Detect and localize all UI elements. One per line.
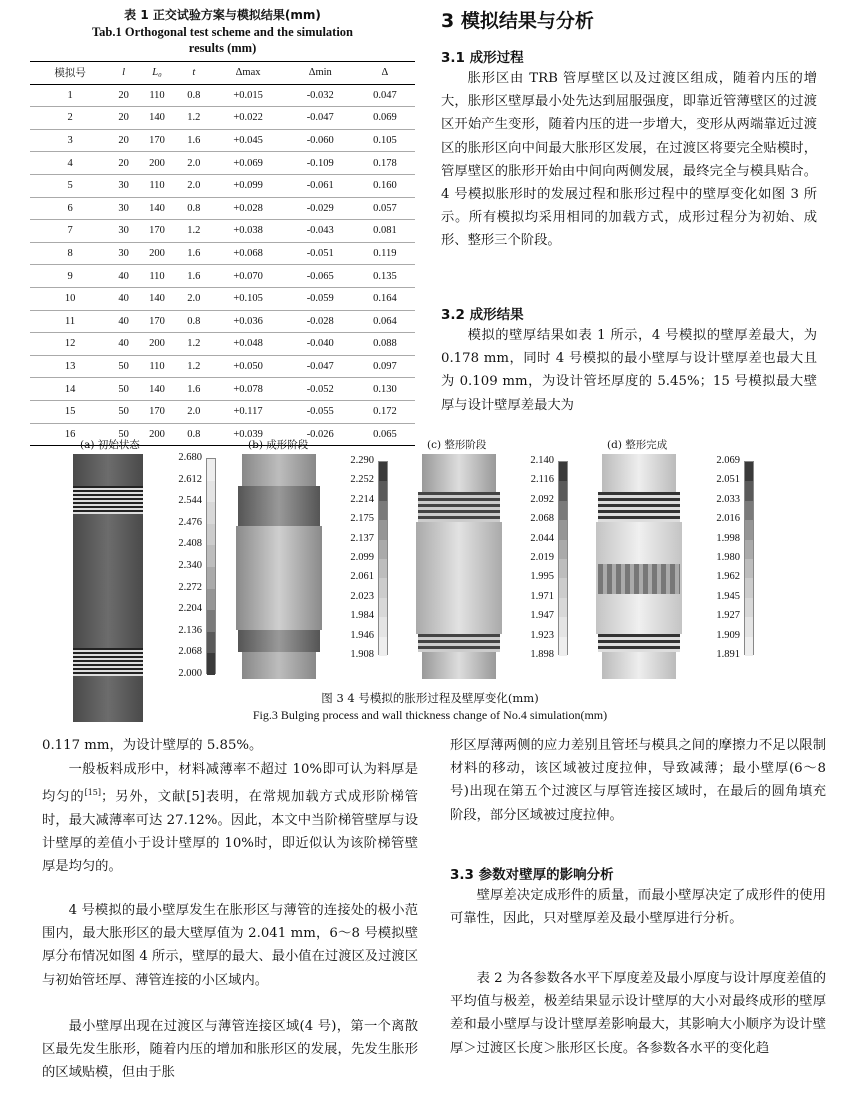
table-cell: -0.061 xyxy=(286,174,355,197)
color-scale-label: 1.995 xyxy=(530,571,554,583)
table-cell: 13 xyxy=(30,355,110,378)
color-scale-swatch xyxy=(745,617,753,636)
table-cell: -0.043 xyxy=(286,220,355,243)
table-cell: +0.022 xyxy=(210,107,285,130)
table-row xyxy=(30,287,415,310)
table-cell: +0.048 xyxy=(210,333,285,356)
table-cell: 0.8 xyxy=(177,84,210,107)
color-scale-label: 2.137 xyxy=(350,532,374,544)
table-header-row xyxy=(30,62,415,85)
color-scale-label: 2.116 xyxy=(530,474,554,486)
table-cell: 0.8 xyxy=(177,197,210,220)
col-header-delta: Δ xyxy=(355,62,415,85)
table-cell: 40 xyxy=(110,310,137,333)
table-cell: 110 xyxy=(137,174,177,197)
table-cell: +0.045 xyxy=(210,129,285,152)
left-para-2a: 一般板料成形中，材料减薄率不超过 10%即可认为料厚是均匀的 xyxy=(42,762,418,805)
color-scale-label: 1.908 xyxy=(350,649,374,660)
table-cell: 140 xyxy=(137,197,177,220)
table-cell: 140 xyxy=(137,107,177,130)
color-scale-swatch xyxy=(379,501,387,520)
left-para-4: 最小壁厚出现在过渡区与薄管连接区域(4 号)，第一个离散区最先发生胀形，随着内压的增加和胀形区的发展，先发生胀形的区域贴模，但由于胀 xyxy=(42,1019,418,1081)
tube-initial-state xyxy=(73,454,143,722)
color-scale-bar xyxy=(558,461,568,655)
section-3-2-text: 模拟的壁厚结果如表 1 所示，4 号模拟的壁厚差最大，为 0.178 mm，同时 4 号模拟的最小壁厚与设计壁厚差也最大且为 0.109 mm，为设计管坯厚度的 5.45%；15 号模拟最大壁厚与设计壁厚差最大为 xyxy=(441,328,817,413)
color-scale-swatch xyxy=(559,520,567,539)
table-cell: -0.032 xyxy=(286,84,355,107)
table-cell: +0.068 xyxy=(210,242,285,265)
color-scale-label: 1.962 xyxy=(716,571,740,583)
table-cell: 0.065 xyxy=(355,423,415,446)
table-cell: 20 xyxy=(110,152,137,175)
table-row xyxy=(30,310,415,333)
color-scale-swatch xyxy=(745,598,753,617)
color-scale-swatch xyxy=(379,520,387,539)
table-cell: 4 xyxy=(30,152,110,175)
table-row xyxy=(30,220,415,243)
table-cell: 0.064 xyxy=(355,310,415,333)
color-scale-label: 2.136 xyxy=(178,624,202,636)
table-cell: 30 xyxy=(110,174,137,197)
table-cell: -0.026 xyxy=(286,423,355,446)
color-scale-label: 2.408 xyxy=(178,538,202,550)
section-3-1-title: 3.1 成形过程 xyxy=(441,50,524,66)
tube-forming-stage xyxy=(236,454,322,679)
table-cell: 1.2 xyxy=(177,220,210,243)
tube-a-bottom-bands xyxy=(73,648,143,676)
table-cell: -0.047 xyxy=(286,355,355,378)
color-scale-label: 2.099 xyxy=(350,552,374,563)
table-cell: +0.015 xyxy=(210,84,285,107)
table-cell: 2.0 xyxy=(177,152,210,175)
color-scale-bar xyxy=(378,461,388,655)
table-cell: 40 xyxy=(110,333,137,356)
table-cell: -0.055 xyxy=(286,400,355,423)
panel-b-label: (b) 成形阶段 xyxy=(248,439,309,451)
table-cell: 200 xyxy=(137,242,177,265)
color-scale-label: 1.898 xyxy=(530,649,554,660)
table-cell: 3 xyxy=(30,129,110,152)
table-cell: +0.038 xyxy=(210,220,285,243)
color-scale-swatch xyxy=(379,481,387,500)
color-scale-label: 1.946 xyxy=(350,629,374,641)
table-cell: 0.178 xyxy=(355,152,415,175)
reference-15: [15] xyxy=(84,788,102,798)
color-scale-swatch xyxy=(745,559,753,578)
color-scale-label: 2.214 xyxy=(350,493,374,505)
table-row xyxy=(30,400,415,423)
table-cell: 20 xyxy=(110,84,137,107)
color-scale-label: 2.023 xyxy=(350,590,374,602)
color-scale-label: 2.204 xyxy=(178,603,202,615)
table-cell: 2.0 xyxy=(177,287,210,310)
table-cell: 0.130 xyxy=(355,378,415,401)
table-cell: 50 xyxy=(110,355,137,378)
color-scale-label: 2.019 xyxy=(530,552,554,563)
table-cell: 110 xyxy=(137,265,177,288)
color-scale-label: 2.068 xyxy=(530,513,554,525)
color-scale-label: 2.016 xyxy=(716,513,740,525)
table-row xyxy=(30,333,415,356)
color-scale-swatch xyxy=(559,462,567,481)
table-cell: +0.050 xyxy=(210,355,285,378)
table-cell: 1.2 xyxy=(177,107,210,130)
color-scale-label: 2.476 xyxy=(178,516,202,528)
color-scale-label: 1.923 xyxy=(530,629,554,641)
color-scale-swatch xyxy=(379,462,387,481)
right-para-2: 壁厚差决定成形件的质量，而最小壁厚决定了成形件的使用可靠性，因此，只对壁厚差及最小壁厚进行分析。 xyxy=(450,888,826,927)
color-scale-swatch xyxy=(207,653,215,675)
color-scale-swatch xyxy=(745,462,753,481)
table-cell: 50 xyxy=(110,423,137,446)
table-cell: 1.6 xyxy=(177,378,210,401)
section-3-3-title: 3.3 参数对壁厚的影响分析 xyxy=(450,867,614,883)
table-cell: 10 xyxy=(30,287,110,310)
table-cell: 40 xyxy=(110,287,137,310)
color-scale-label: 1.971 xyxy=(530,590,554,602)
table-cell: 0.088 xyxy=(355,333,415,356)
color-scale-label: 2.092 xyxy=(530,493,554,505)
color-scale-swatch xyxy=(207,502,215,524)
table-cell: 140 xyxy=(137,378,177,401)
section-3-2-title: 3.2 成形结果 xyxy=(441,307,524,323)
table-cell: 200 xyxy=(137,423,177,446)
color-scale-swatch xyxy=(207,545,215,567)
color-scale-swatch xyxy=(207,610,215,632)
color-scale-swatch xyxy=(207,632,215,654)
tube-shaping-complete xyxy=(596,454,682,679)
col-header-delta-max: Δmax xyxy=(210,62,285,85)
table-cell: 1.6 xyxy=(177,129,210,152)
left-para-2b: ；另外，文献[5]表明，在常规加载方式成形阶梯管时，最大减薄率可达 27.12%。因此，本文中当阶梯管壁厚与设计壁厚的差值小于设计壁厚的 10%时，即近似认为该阶梯管壁厚是均匀的。 xyxy=(42,789,418,875)
table-cell: -0.065 xyxy=(286,265,355,288)
table-cell: 0.164 xyxy=(355,287,415,310)
table-cell: +0.117 xyxy=(210,400,285,423)
table-cell: +0.039 xyxy=(210,423,285,446)
left-para-1: 0.117 mm，为设计壁厚的 5.85%。 xyxy=(42,738,263,753)
table-cell: +0.099 xyxy=(210,174,285,197)
color-scale-label: 2.680 xyxy=(178,452,202,463)
table-row xyxy=(30,265,415,288)
color-scale-swatch xyxy=(207,567,215,589)
table-cell: +0.036 xyxy=(210,310,285,333)
table-row xyxy=(30,355,415,378)
color-scale-swatch xyxy=(207,481,215,503)
table-cell: 1.2 xyxy=(177,333,210,356)
table-cell: -0.052 xyxy=(286,378,355,401)
table-cell: 200 xyxy=(137,152,177,175)
color-scale-swatch xyxy=(559,559,567,578)
table-cell: 30 xyxy=(110,242,137,265)
right-para-1: 形区厚薄两侧的应力差别且管坯与模具之间的摩擦力不足以限制材料的移动，该区域被过度拉伸，导致减薄；最小壁厚(6～8 号)出现在第五个过渡区与厚管连接区域时，在最后的圆角填充阶段，部分区域被过度拉伸。 xyxy=(450,738,826,823)
color-scale-label: 1.927 xyxy=(716,610,740,622)
color-scale-label: 1.945 xyxy=(716,590,740,602)
table-cell: 5 xyxy=(30,174,110,197)
table-row xyxy=(30,242,415,265)
color-scale-label: 2.544 xyxy=(178,495,202,507)
table-cell: 1.6 xyxy=(177,242,210,265)
panel-a-label: (a) 初始状态 xyxy=(80,439,140,451)
color-scale-label: 2.000 xyxy=(178,668,202,679)
table-cell: 16 xyxy=(30,423,110,446)
panel-c-label: (c) 整形阶段 xyxy=(427,439,487,451)
col-header-l: l xyxy=(110,62,137,85)
table-cell: 0.119 xyxy=(355,242,415,265)
table-cell: 14 xyxy=(30,378,110,401)
table-cell: 50 xyxy=(110,378,137,401)
color-scale-swatch xyxy=(379,559,387,578)
table-cell: 0.047 xyxy=(355,84,415,107)
color-scale-label: 2.140 xyxy=(530,455,554,466)
color-scale-label: 1.947 xyxy=(530,610,554,622)
color-scale-label: 1.980 xyxy=(716,552,740,563)
right-para-3: 表 2 为各参数各水平下厚度差及最小厚度与设计厚度差值的平均值与极差，极差结果显示设计壁厚的大小对最终成形的壁厚差和最小壁厚与设计壁厚差影响最大，其影响大小顺序为设计壁厚＞过渡区长度＞胀形区长度。各参数各水平的变化趋 xyxy=(450,971,826,1056)
table-cell: 30 xyxy=(110,220,137,243)
figure-3 xyxy=(0,436,860,728)
figure-caption-en: Fig.3 Bulging process and wall thickness change of No.4 simulation(mm) xyxy=(252,708,608,722)
color-scale-label: 2.175 xyxy=(350,513,374,525)
table-cell: -0.040 xyxy=(286,333,355,356)
table-cell: 1.6 xyxy=(177,265,210,288)
table-cell: -0.047 xyxy=(286,107,355,130)
table-cell: 2.0 xyxy=(177,400,210,423)
color-scale-swatch xyxy=(379,598,387,617)
table-cell: 9 xyxy=(30,265,110,288)
color-scale-swatch xyxy=(745,501,753,520)
table-cell: 110 xyxy=(137,355,177,378)
color-scale-label: 2.068 xyxy=(178,646,202,658)
color-scale-swatch xyxy=(745,520,753,539)
color-scale-label: 2.272 xyxy=(178,581,202,593)
table-cell: +0.105 xyxy=(210,287,285,310)
color-scale-swatch xyxy=(379,637,387,656)
table-cell: 20 xyxy=(110,107,137,130)
table-cell: 0.8 xyxy=(177,423,210,446)
table-cell: 8 xyxy=(30,242,110,265)
color-scale-swatch xyxy=(559,501,567,520)
table-row xyxy=(30,129,415,152)
color-scale-swatch xyxy=(379,540,387,559)
table-cell: 0.8 xyxy=(177,310,210,333)
table-row xyxy=(30,84,415,107)
table-cell: 140 xyxy=(137,287,177,310)
table-cell: +0.070 xyxy=(210,265,285,288)
color-scale-swatch xyxy=(559,481,567,500)
color-scale-swatch xyxy=(559,617,567,636)
table-cell: -0.109 xyxy=(286,152,355,175)
left-para-2 xyxy=(42,758,418,878)
table-cell: 110 xyxy=(137,84,177,107)
table-cell: 2.0 xyxy=(177,174,210,197)
table-cell: 40 xyxy=(110,265,137,288)
table-cell: 0.081 xyxy=(355,220,415,243)
col-header-t: t xyxy=(177,62,210,85)
table-cell: 0.105 xyxy=(355,129,415,152)
table-cell: 50 xyxy=(110,400,137,423)
color-scale-swatch xyxy=(207,589,215,611)
color-scale-swatch xyxy=(559,598,567,617)
color-scale-swatch xyxy=(745,637,753,656)
table-cell: -0.028 xyxy=(286,310,355,333)
table-cell: 0.057 xyxy=(355,197,415,220)
color-scale-swatch xyxy=(559,637,567,656)
table-row xyxy=(30,174,415,197)
color-scale-swatch xyxy=(745,540,753,559)
table-cell: 1.2 xyxy=(177,355,210,378)
table-cell: 170 xyxy=(137,220,177,243)
table-caption-en-line2: results (mm) xyxy=(188,41,257,55)
table-cell: 170 xyxy=(137,310,177,333)
table-cell: 1 xyxy=(30,84,110,107)
table-cell: 0.135 xyxy=(355,265,415,288)
table-cell: 6 xyxy=(30,197,110,220)
color-scale-label: 2.340 xyxy=(178,560,202,571)
table-cell: 15 xyxy=(30,400,110,423)
color-scale-label: 1.891 xyxy=(716,649,740,660)
table-cell: 170 xyxy=(137,400,177,423)
col-header-L0: L₀ xyxy=(137,62,177,85)
table-cell: 30 xyxy=(110,197,137,220)
tube-a-top-bands xyxy=(73,486,143,514)
table-cell: -0.060 xyxy=(286,129,355,152)
color-scale-label: 1.998 xyxy=(716,532,740,544)
color-scale-label: 2.051 xyxy=(716,474,740,486)
table-cell: +0.078 xyxy=(210,378,285,401)
table-row xyxy=(30,197,415,220)
color-scale-label: 2.612 xyxy=(178,473,202,485)
color-scale-swatch xyxy=(379,578,387,597)
table-cell: 0.160 xyxy=(355,174,415,197)
table-cell: +0.028 xyxy=(210,197,285,220)
panel-d-label: (d) 整形完成 xyxy=(607,439,668,451)
color-scale-label: 2.061 xyxy=(350,571,374,583)
table-cell: 12 xyxy=(30,333,110,356)
table-cell: 11 xyxy=(30,310,110,333)
color-scale-bar xyxy=(206,458,216,674)
color-scale-bar xyxy=(744,461,754,655)
table-cell: -0.059 xyxy=(286,287,355,310)
table-cell: -0.029 xyxy=(286,197,355,220)
table-cell: -0.051 xyxy=(286,242,355,265)
color-scale-label: 2.290 xyxy=(350,455,374,466)
orthogonal-test-table xyxy=(30,61,415,446)
table-cell: 7 xyxy=(30,220,110,243)
tube-shaping-stage xyxy=(416,454,502,679)
color-scale-swatch xyxy=(745,578,753,597)
color-scale-swatch xyxy=(207,459,215,481)
section-3-1-text: 胀形区由 TRB 管厚壁区以及过渡区组成，随着内压的增大，胀形区壁厚最小处先达到屈服强度，即靠近管薄壁区的过渡区开始产生变形，随着内压的进一步增大，变形从两端靠近过渡区的胀形区向中间最大胀形区发展，在过渡区将要完全贴模时，管厚壁区的胀形开始由中间向两侧发展，最终完全与模具贴合。4 号模拟胀形时的发展过程和胀形过程中的壁厚变化如图 3 所示。所有模拟均采用相同的加载方式，成形过程分为初始、成形、整形三个阶段。 xyxy=(441,71,817,249)
table-row xyxy=(30,152,415,175)
color-scale-swatch xyxy=(745,481,753,500)
table-row xyxy=(30,107,415,130)
table-caption-en-line1: Tab.1 Orthogonal test scheme and the simulation xyxy=(91,25,354,39)
table-cell: 20 xyxy=(110,129,137,152)
col-header-sim-no: 模拟号 xyxy=(30,62,110,85)
table-cell: 200 xyxy=(137,333,177,356)
col-header-delta-min: Δmin xyxy=(286,62,355,85)
color-scale-label: 2.033 xyxy=(716,493,740,505)
table-row xyxy=(30,378,415,401)
table-caption-cn: 表 1 正交试验方案与模拟结果(mm) xyxy=(124,8,321,22)
color-scale-label: 2.252 xyxy=(350,474,374,486)
color-scale-swatch xyxy=(559,578,567,597)
color-scale-swatch xyxy=(559,540,567,559)
table-cell: 2 xyxy=(30,107,110,130)
color-scale-label: 2.044 xyxy=(530,532,554,544)
figure-caption-cn: 图 3 4 号模拟的胀形过程及壁厚变化(mm) xyxy=(321,691,539,705)
section-3-title: 3 模拟结果与分析 xyxy=(441,10,594,32)
table-cell: 0.172 xyxy=(355,400,415,423)
table-cell: 0.069 xyxy=(355,107,415,130)
color-scale-label: 1.909 xyxy=(716,629,740,641)
left-para-3: 4 号模拟的最小壁厚发生在胀形区与薄管的连接处的极小范围内，最大胀形区的最大壁厚值为 2.041 mm，6～8 号模拟壁厚分布情况如图 4 所示，壁厚的最大、最小值在过渡区及过渡区与初始管坯厚、薄管连接的小区域内。 xyxy=(42,903,418,988)
table-cell: 170 xyxy=(137,129,177,152)
table-cell: 0.097 xyxy=(355,355,415,378)
color-scale-label: 2.069 xyxy=(716,455,740,466)
color-scale-swatch xyxy=(379,617,387,636)
color-scale-label: 1.984 xyxy=(350,610,374,622)
table-cell: +0.069 xyxy=(210,152,285,175)
color-scale-swatch xyxy=(207,524,215,546)
